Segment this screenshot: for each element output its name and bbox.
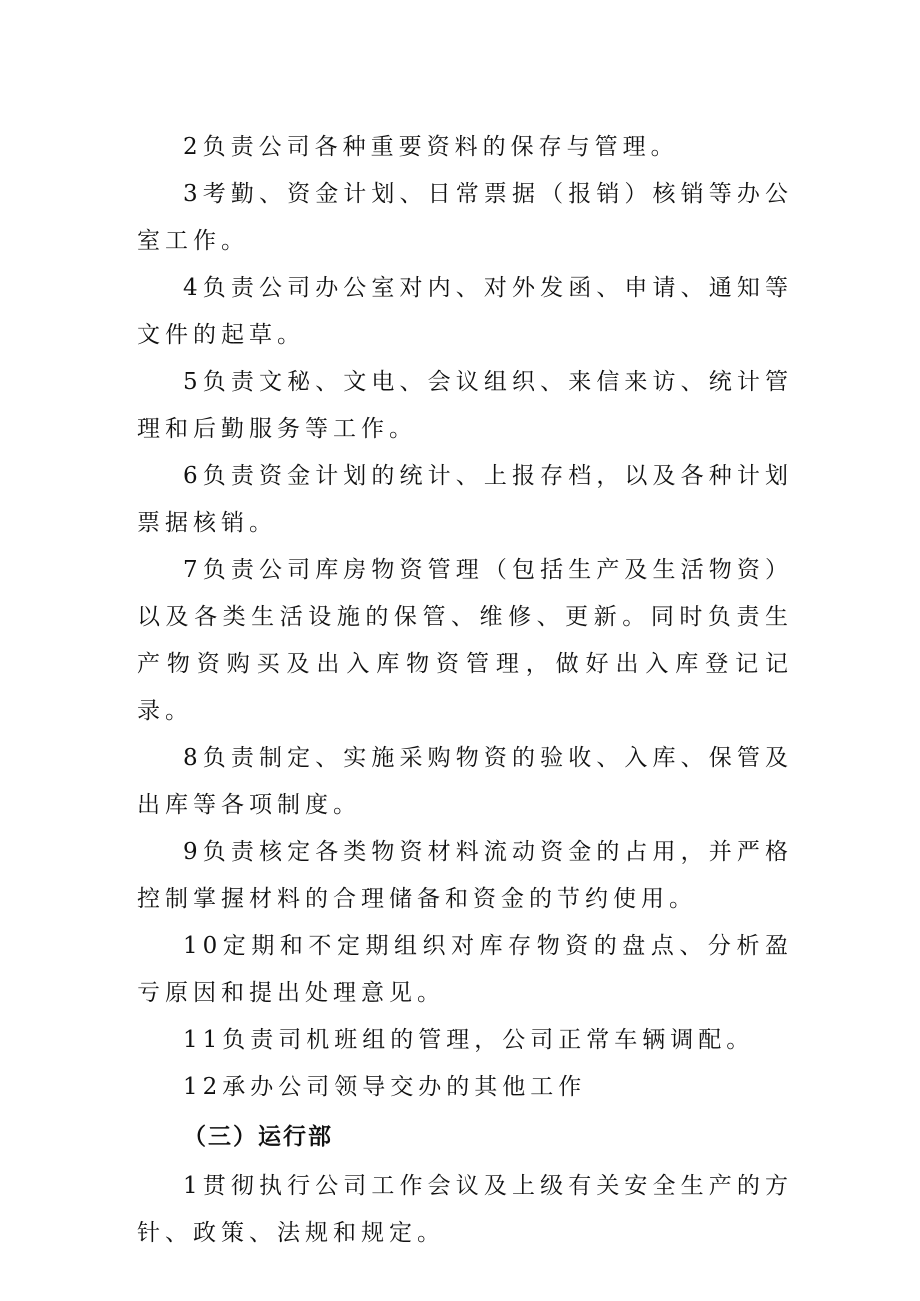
paragraph-7: 7负责公司库房物资管理（包括生产及生活物资）以及各类生活设施的保管、维修、更新。同时负责生产物资购买及出入库物资管理，做好出入库登记记录。 xyxy=(137,557,793,724)
paragraph-12: 12承办公司领导交办的其他工作 xyxy=(183,1074,587,1100)
paragraph-2: 2负责公司各种重要资料的保存与管理。 xyxy=(183,134,679,160)
paragraph-8: 8负责制定、实施采购物资的验收、入库、保管及出库等各项制度。 xyxy=(137,745,793,818)
paragraph-ops-1: 1贯彻执行公司工作会议及上级有关安全生产的方针、政策、法规和规定。 xyxy=(137,1173,793,1246)
paragraph-5: 5负责文秘、文电、会议组织、来信来访、统计管理和后勤服务等工作。 xyxy=(137,369,793,442)
paragraph-3: 3考勤、资金计划、日常票据（报销）核销等办公室工作。 xyxy=(137,181,793,254)
paragraph-4: 4负责公司办公室对内、对外发函、申请、通知等文件的起草。 xyxy=(137,275,793,348)
paragraph-9: 9负责核定各类物资材料流动资金的占用，并严格控制掌握材料的合理储备和资金的节约使用。 xyxy=(137,839,793,912)
paragraph-11: 11负责司机班组的管理，公司正常车辆调配。 xyxy=(183,1027,755,1053)
section-heading: （三）运行部 xyxy=(183,1124,333,1150)
document-body xyxy=(137,124,793,1257)
paragraph-10: 10定期和不定期组织对库存物资的盘点、分析盈亏原因和提出处理意见。 xyxy=(137,933,793,1006)
paragraph-6: 6负责资金计划的统计、上报存档，以及各种计划票据核销。 xyxy=(137,463,793,536)
